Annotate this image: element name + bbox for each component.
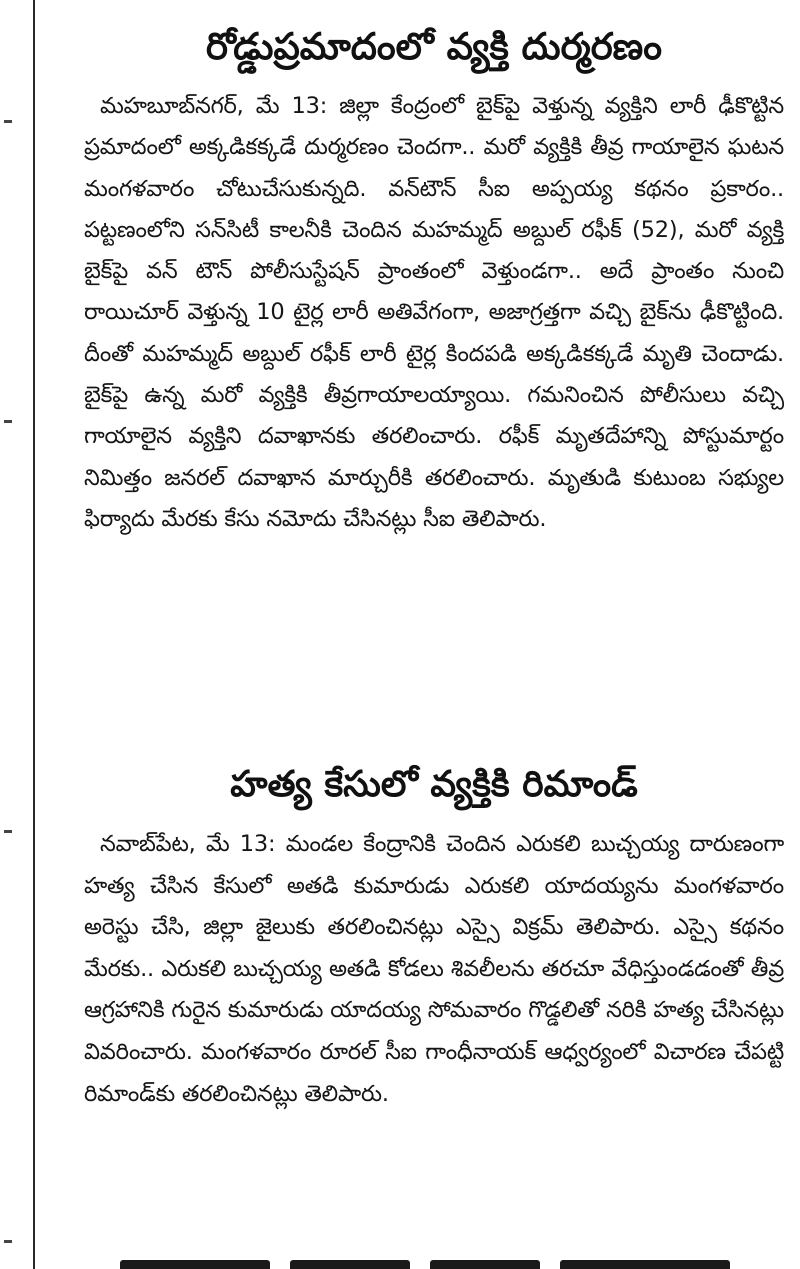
gutter-mark <box>4 120 12 123</box>
cropped-next-headline <box>100 1252 760 1269</box>
gutter-mark <box>4 1240 12 1243</box>
article-headline: రోడ్డుప్రమాదంలో వ్యక్తి దుర్మరణం <box>205 25 663 68</box>
news-article <box>84 752 784 1115</box>
gutter-mark <box>4 830 12 833</box>
gutter-mark <box>4 420 12 423</box>
article-headline: హత్య కేసులో వ్యక్తికి రిమాండ్ <box>230 764 638 805</box>
column-rule <box>33 0 35 1269</box>
news-article <box>84 14 784 540</box>
article-body: మహబూబ్‌నగర్, మే 13: జిల్లా కేంద్రంలో బైక్‌పై వెళ్తున్న వ్యక్తిని లారీ ఢీకొట్టిన ప్రమాదంలో అక్కడికక్కడే దుర్మరణం చెందగా.. మరో వ్యక్తికి తీవ్ర గాయాలైన ఘటన మంగళవారం చోటుచేసుకున్నది. వన్‌టౌన్ సీఐ అప్పయ్య కథనం ప్రకారం.. పట్టణంలోని సన్‌సిటీ కాలనీకి చెందిన మహమ్మద్ అబ్దుల్ రఫీక్ (52), మరో వ్యక్తి బైక్‌పై వన్ టౌన్ పోలీసుస్టేషన్ ప్రాంతంలో వెళ్తుండగా.. అదే ప్రాంతం నుంచి రాయిచూర్ వెళ్తున్న 10 టైర్ల లారీ అతివేగంగా, అజాగ్రత్తగా వచ్చి బైక్‌ను ఢీకొట్టింది. దీంతో మహమ్మద్ అబ్దుల్ రఫీక్ లారీ టైర్ల కిందపడి అక్కడికక్కడే మృతి చెందాడు. బైక్‌పై ఉన్న మరో వ్యక్తికి తీవ్రగాయాలయ్యాయి. గమనించిన పోలీసులు వచ్చి గాయాలైన వ్యక్తిని దవాఖానకు తరలించారు. రఫీక్ మృతదేహాన్ని పోస్టుమార్టం నిమిత్తం జనరల్ దవాఖాన మార్చురీకి తరలించారు. మృతుడి కుటుంబ సభ్యుల ఫిర్యాదు మేరకు కేసు నమోదు చేసినట్లు సీఐ తెలిపారు. <box>84 93 784 532</box>
article-body: నవాబ్‌పేట, మే 13: మండల కేంద్రానికి చెందిన ఎరుకలి బుచ్చయ్య దారుణంగా హత్య చేసిన కేసులో అతడి కుమారుడు ఎరుకలి యాదయ్యను మంగళవారం అరెస్టు చేసి, జిల్లా జైలుకు తరలించినట్లు ఎస్సై విక్రమ్ తెలిపారు. ఎస్సై కథనం మేరకు.. ఎరుకలి బుచ్చయ్య అతడి కోడలు శివలీలను తరచూ వేధిస్తుండడంతో తీవ్ర ఆగ్రహానికి గురైన కుమారుడు యాదయ్య సోమవారం గొడ్డలితో నరికి హత్య చేసినట్లు వివరించారు. మంగళవారం రూరల్ సీఐ గాంధీనాయక్ ఆధ్వర్యంలో విచారణ చేపట్టి రిమాండ్‌కు తరలించినట్లు తెలిపారు. <box>84 831 784 1107</box>
